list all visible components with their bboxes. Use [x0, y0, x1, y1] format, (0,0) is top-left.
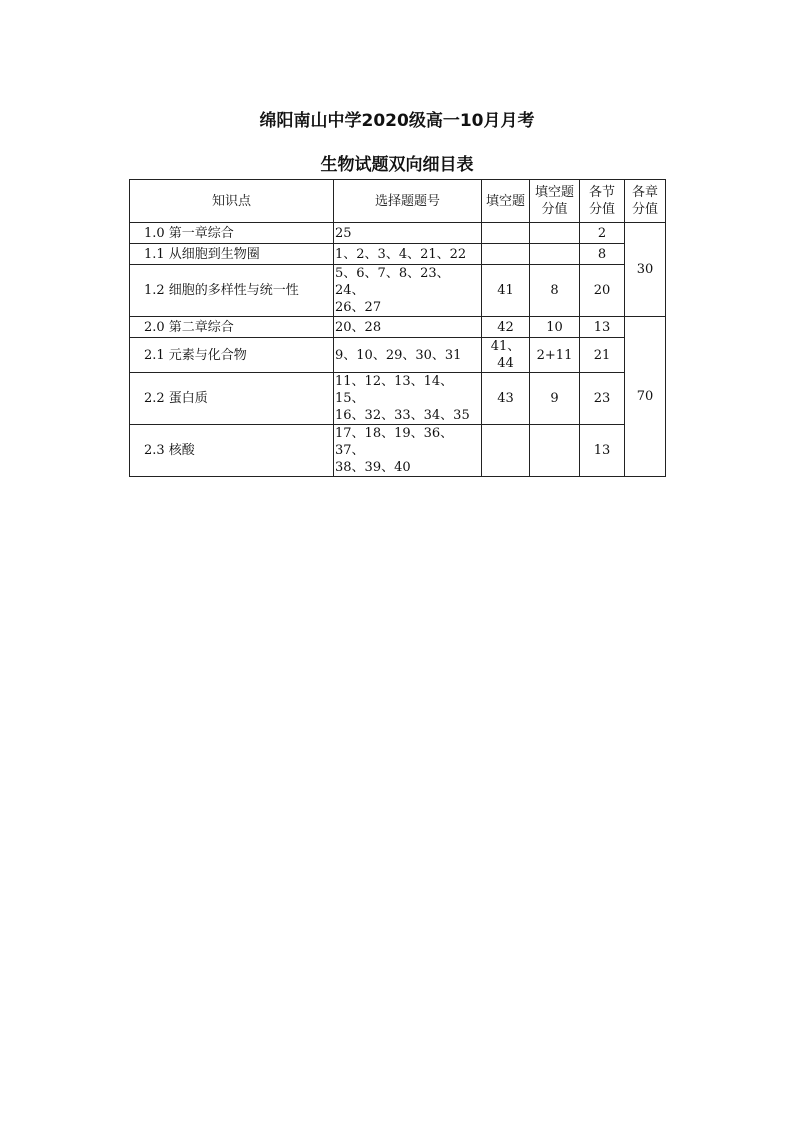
header-fill-score-line2: 分值 — [541, 202, 568, 217]
table-row — [130, 425, 666, 477]
fill-score-cell: 8 — [530, 265, 580, 317]
header-choice: 选择题题号 — [334, 180, 482, 223]
header-chapter-score-line1: 各章 — [631, 185, 658, 200]
header-chapter-score-line2: 分值 — [631, 202, 658, 217]
choice-cell: 25 — [334, 223, 482, 244]
fill-cell — [482, 244, 530, 265]
table-row — [130, 223, 666, 244]
section-score-cell: 2 — [580, 223, 625, 244]
page-subtitle: 生物试题双向细目表 — [320, 155, 474, 175]
header-section-score-line2: 分值 — [588, 202, 615, 217]
choice-cell — [334, 265, 482, 317]
header-fill-score — [530, 180, 580, 223]
header-fill-score-line1: 填空题 — [534, 185, 574, 200]
knowledge-cell: 2.1 元素与化合物 — [130, 338, 334, 373]
fill-score-cell — [530, 223, 580, 244]
table-row — [130, 244, 666, 265]
choice-line: 26、27 — [335, 300, 382, 315]
knowledge-cell: 1.2 细胞的多样性与统一性 — [130, 265, 334, 317]
section-score-cell: 13 — [580, 425, 625, 477]
header-section-score-line1: 各节 — [588, 185, 615, 200]
knowledge-cell: 1.0 第一章综合 — [130, 223, 334, 244]
knowledge-cell: 2.0 第二章综合 — [130, 317, 334, 338]
fill-cell: 41 — [482, 265, 530, 317]
fill-score-cell — [530, 244, 580, 265]
choice-cell: 9、10、29、30、31 — [334, 338, 482, 373]
section-score-cell: 8 — [580, 244, 625, 265]
page-title: 绵阳南山中学2020级高一10月月考 — [259, 111, 535, 131]
choice-cell: 20、28 — [334, 317, 482, 338]
detail-table — [129, 179, 666, 477]
header-row — [130, 180, 666, 223]
chapter-score-cell: 70 — [625, 317, 666, 477]
fill-cell: 42 — [482, 317, 530, 338]
table-row — [130, 338, 666, 373]
fill-cell: 41、44 — [482, 338, 530, 373]
header-chapter-score — [625, 180, 666, 223]
header-knowledge: 知识点 — [130, 180, 334, 223]
fill-score-cell: 9 — [530, 373, 580, 425]
choice-line: 11、12、13、14、15、 — [335, 374, 454, 406]
choice-cell — [334, 425, 482, 477]
choice-cell: 1、2、3、4、21、22 — [334, 244, 482, 265]
section-score-cell: 23 — [580, 373, 625, 425]
fill-cell: 43 — [482, 373, 530, 425]
knowledge-cell: 2.2 蛋白质 — [130, 373, 334, 425]
choice-line: 16、32、33、34、35 — [335, 408, 470, 423]
choice-line: 5、6、7、8、23、24、 — [335, 266, 450, 298]
header-section-score — [580, 180, 625, 223]
knowledge-cell: 1.1 从细胞到生物圈 — [130, 244, 334, 265]
fill-cell — [482, 223, 530, 244]
fill-score-cell: 2+11 — [530, 338, 580, 373]
knowledge-cell: 2.3 核酸 — [130, 425, 334, 477]
table-row — [130, 317, 666, 338]
chapter-score-cell: 30 — [625, 223, 666, 317]
fill-score-cell: 10 — [530, 317, 580, 338]
choice-cell — [334, 373, 482, 425]
section-score-cell: 21 — [580, 338, 625, 373]
table-row — [130, 265, 666, 317]
section-score-cell: 13 — [580, 317, 625, 338]
fill-score-cell — [530, 425, 580, 477]
table-row — [130, 373, 666, 425]
choice-line: 38、39、40 — [335, 460, 411, 475]
fill-cell — [482, 425, 530, 477]
header-fill: 填空题 — [482, 180, 530, 223]
section-score-cell: 20 — [580, 265, 625, 317]
choice-line: 17、18、19、36、37、 — [335, 426, 454, 458]
